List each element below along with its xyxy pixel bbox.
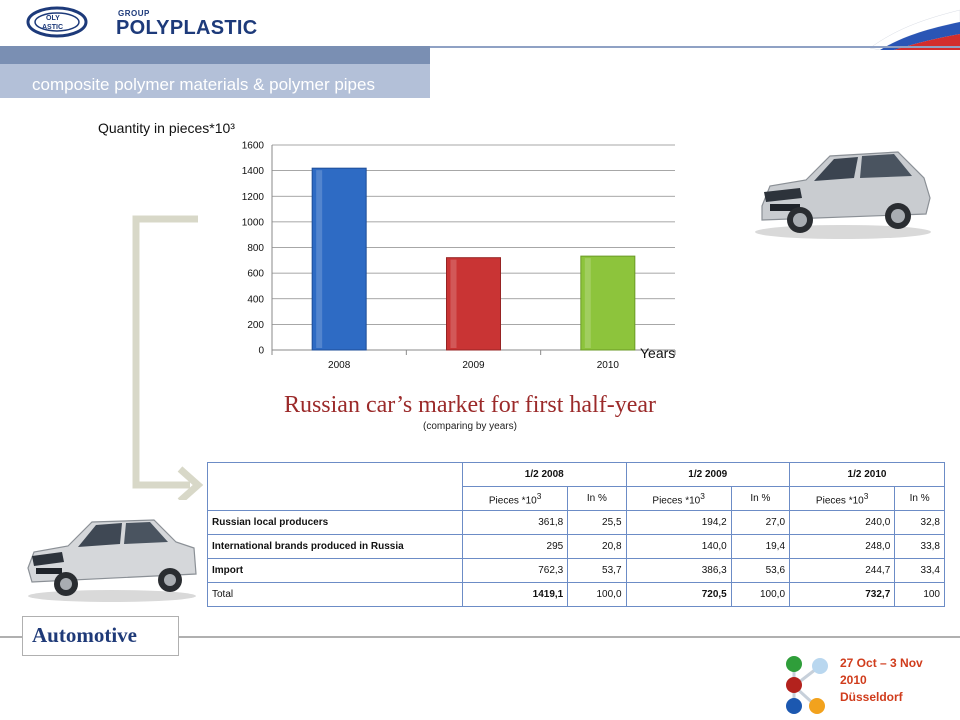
table-cell: 762,3 (463, 559, 568, 583)
chart-title: Russian car’s market for first half-year (283, 392, 657, 418)
event-dates: 27 Oct – 3 Nov (840, 656, 923, 670)
table-cell: 100,0 (568, 583, 626, 607)
row-label: Import (208, 559, 463, 583)
chart-x-axis-label: Years (640, 345, 676, 361)
badge-text-top: OLY (46, 15, 60, 22)
logo-name-text: POLYPLASTIC (116, 17, 258, 39)
bar-highlight (585, 258, 591, 348)
section-line-left (0, 636, 22, 638)
section-label-box (22, 616, 179, 656)
table-cell: 194,2 (626, 511, 731, 535)
chart-y-axis-label: Quantity in pieces*10³ (98, 120, 235, 136)
table-cell: 27,0 (731, 511, 789, 535)
table-subheader: In % (731, 487, 789, 511)
table-group-header: 1/2 2010 (790, 463, 945, 487)
table-cell: 100 (895, 583, 945, 607)
table-cell: 33,8 (895, 535, 945, 559)
y-tick-label: 400 (247, 294, 264, 306)
table-cell: 295 (463, 535, 568, 559)
bracket-arrow (128, 215, 208, 500)
table-row (208, 535, 945, 559)
table-cell: 244,7 (790, 559, 895, 583)
y-tick-label: 200 (247, 319, 264, 331)
table-subheader: Pieces $*10^3$ (790, 487, 895, 511)
table-subheader: Pieces $*10^3$ (626, 487, 731, 511)
table-cell: 25,5 (568, 511, 626, 535)
event-year: 2010 (840, 673, 867, 687)
table-cell: 33,4 (895, 559, 945, 583)
y-tick-label: 1600 (241, 140, 264, 152)
table-cell: 361,8 (463, 511, 568, 535)
table-cell: 386,3 (626, 559, 731, 583)
table-cell: 720,5 (626, 583, 731, 607)
x-tick-label: 2008 (328, 360, 351, 371)
bar-highlight (451, 260, 457, 348)
table-group-header: 1/2 2009 (626, 463, 790, 487)
polyplastic-logo (26, 6, 258, 40)
polyplastic-badge-icon (26, 6, 88, 38)
market-data-table (207, 462, 945, 607)
badge-text-bottom: ASTIC (42, 24, 63, 31)
table-cell: 19,4 (731, 535, 789, 559)
table-corner-cell (208, 463, 463, 511)
event-city: Düsseldorf (840, 690, 903, 704)
table-cell: 53,7 (568, 559, 626, 583)
row-label: Total (208, 583, 463, 607)
table-cell: 100,0 (731, 583, 789, 607)
bar-chart (200, 135, 680, 380)
table-subheader: Pieces $*10^3$ (463, 487, 568, 511)
y-tick-label: 1200 (241, 191, 264, 203)
table-row (208, 511, 945, 535)
section-label: Automotive (32, 623, 137, 647)
y-tick-label: 1400 (241, 166, 264, 178)
table-row (208, 559, 945, 583)
logo-group-text: GROUP (118, 9, 150, 18)
y-tick-label: 800 (247, 243, 264, 254)
table-cell: 248,0 (790, 535, 895, 559)
section-line-right (179, 636, 960, 638)
k-fair-molecule-icon (780, 654, 836, 716)
table-group-header: 1/2 2008 (463, 463, 627, 487)
y-tick-label: 600 (247, 268, 264, 280)
row-label: Russian local producers (208, 511, 463, 535)
table-cell: 732,7 (790, 583, 895, 607)
y-tick-label: 1000 (241, 217, 264, 229)
header-divider (430, 46, 960, 48)
table-cell: 53,6 (731, 559, 789, 583)
table-cell: 20,8 (568, 535, 626, 559)
car-sedan-icon (22, 508, 202, 604)
table-cell: 1419,1 (463, 583, 568, 607)
table-subheader: In % (568, 487, 626, 511)
y-tick-label: 0 (258, 345, 264, 357)
table-cell: 140,0 (626, 535, 731, 559)
table-row-total (208, 583, 945, 607)
chart-subtitle: (comparing by years) (423, 421, 517, 432)
tagline: composite polymer materials & polymer pipes (32, 75, 375, 94)
bar-highlight (316, 170, 322, 348)
x-tick-label: 2009 (462, 360, 485, 371)
row-label: International brands produced in Russia (208, 535, 463, 559)
table-cell: 240,0 (790, 511, 895, 535)
table-cell: 32,8 (895, 511, 945, 535)
event-info (840, 655, 923, 706)
car-sedan-icon (748, 140, 938, 240)
russian-flag (860, 0, 960, 50)
table-subheader: In % (895, 487, 945, 511)
x-tick-label: 2010 (596, 360, 619, 371)
